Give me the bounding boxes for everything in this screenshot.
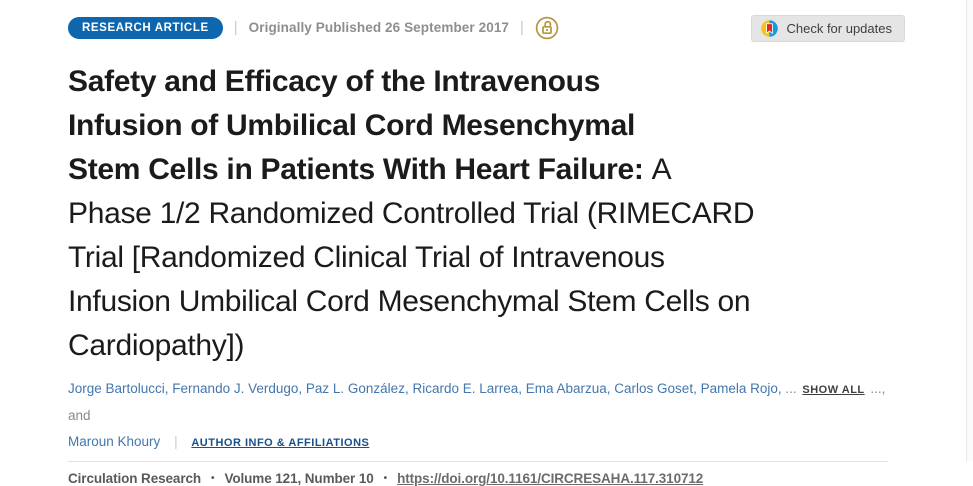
title-line: Cardiopathy]) (68, 329, 245, 362)
open-access-icon (535, 16, 559, 40)
doi-link[interactable]: https://doi.org/10.1161/CIRCRESAHA.117.310712 (397, 471, 704, 486)
title-line: Phase 1/2 Randomized Controlled Trial (RIMECARD (68, 197, 755, 230)
title-line: Trial [Randomized Clinical Trial of Intravenous (68, 241, 665, 274)
title-line: Infusion of Umbilical Cord Mesenchymal (68, 109, 636, 142)
volume-issue: Volume 121, Number 10 (224, 471, 374, 486)
ellipsis: ... (785, 381, 797, 396)
title-line: Safety and Efficacy of the Intravenous (68, 65, 601, 98)
separator: | (520, 19, 524, 36)
article-title (68, 60, 905, 368)
author-line-2 (68, 429, 905, 456)
author-info-affiliations-link[interactable]: AUTHOR INFO & AFFILIATIONS (191, 437, 370, 449)
published-date: Originally Published 26 September 2017 (248, 20, 510, 35)
ellipsis-and: ..., and (68, 381, 886, 423)
author-names-links[interactable]: Jorge Bartolucci, Fernando J. Verdugo, Paz L. González, Ricardo E. Larrea, Ema Abarzua, Carlos Goset, Pamela Rojo, (68, 381, 782, 396)
title-line: Infusion Umbilical Cord Mesenchymal Stem Cells on (68, 285, 751, 318)
bullet-separator: • (211, 473, 215, 484)
check-for-updates-label: Check for updates (786, 21, 892, 36)
divider (68, 461, 888, 462)
last-author-link[interactable]: Maroun Khoury (68, 434, 161, 449)
research-article-badge[interactable]: RESEARCH ARTICLE (68, 17, 223, 39)
bullet-separator: • (383, 473, 388, 484)
journal-name: Circulation Research (68, 471, 202, 486)
separator: | (174, 434, 178, 449)
author-line-1 (68, 376, 905, 429)
page-right-edge (966, 0, 973, 461)
title-line: Stem Cells in Patients With Heart Failure: A (68, 153, 672, 186)
author-list (68, 376, 905, 456)
citation-bar (68, 471, 905, 486)
meta-row (68, 14, 905, 41)
crossmark-icon (760, 19, 779, 38)
separator: | (233, 19, 238, 36)
show-all-button[interactable]: SHOW ALL (802, 384, 865, 396)
check-for-updates-button[interactable] (751, 15, 905, 42)
